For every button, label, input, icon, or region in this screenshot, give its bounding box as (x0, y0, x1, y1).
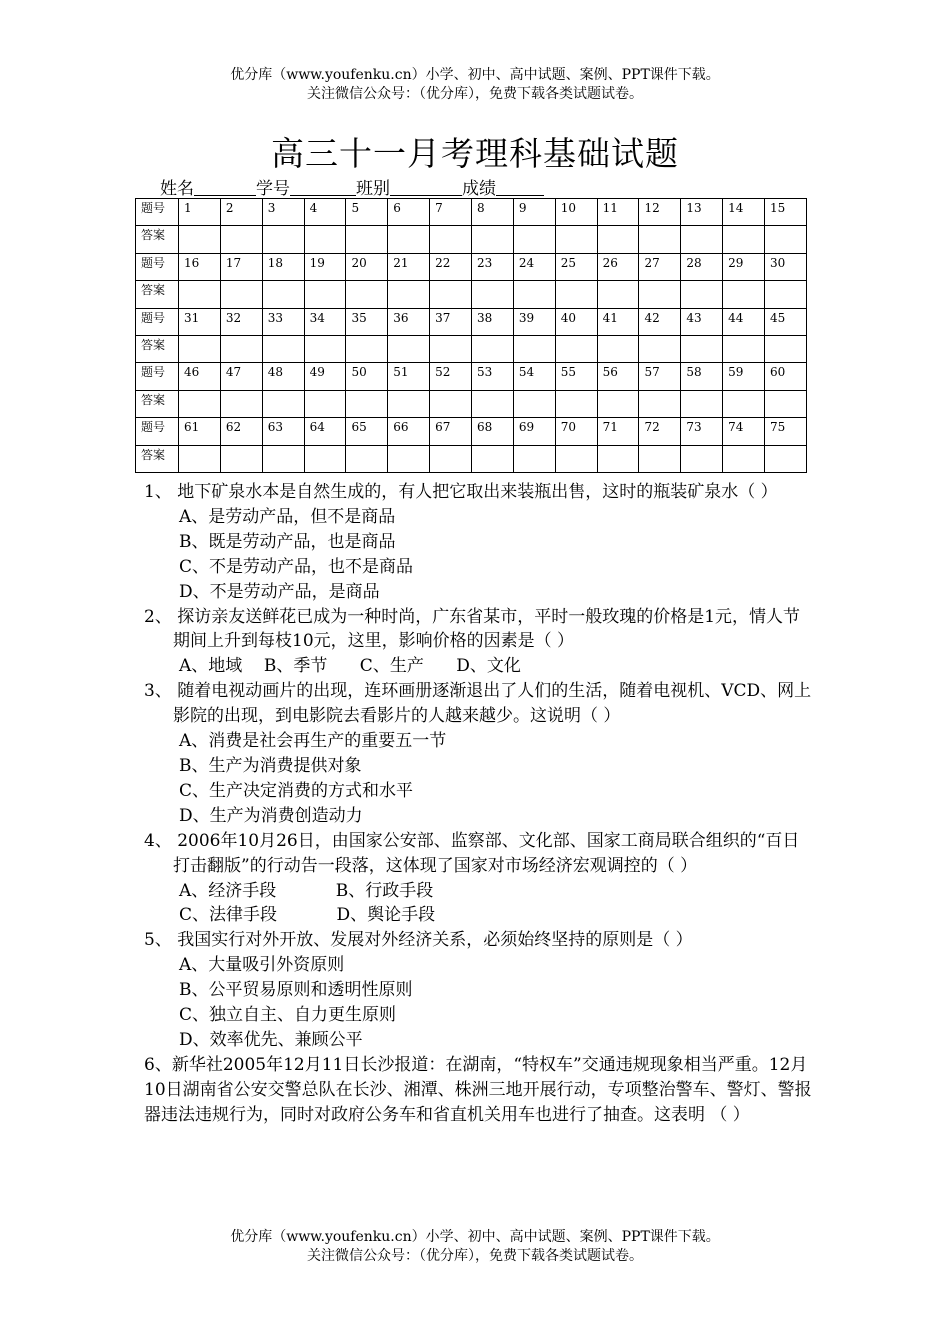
question-number-cell: 59 (723, 363, 765, 390)
question-number-cell: 57 (639, 363, 681, 390)
question-number-cell: 1 (179, 199, 221, 226)
answer-cell[interactable] (430, 281, 472, 308)
question-number-cell: 47 (220, 363, 262, 390)
number-row (136, 253, 807, 280)
answer-cell[interactable] (597, 445, 639, 472)
answer-cell[interactable] (472, 281, 514, 308)
answer-cell[interactable] (723, 226, 765, 253)
question-number-cell: 75 (765, 418, 807, 445)
answer-cell[interactable] (555, 226, 597, 253)
answer-cell[interactable] (220, 226, 262, 253)
answer-cell[interactable] (723, 390, 765, 417)
question-number-cell: 39 (513, 308, 555, 335)
page-title: 高三十一月考理科基础试题 (271, 134, 679, 173)
question-number-cell: 24 (513, 253, 555, 280)
answer-cell[interactable] (430, 445, 472, 472)
answer-cell[interactable] (220, 335, 262, 362)
header-line-1: 优分库（www.youfenku.cn）小学、初中、高中试题、案例、PPT课件下载。 (230, 67, 720, 83)
answer-cell[interactable] (430, 335, 472, 362)
question-3 (144, 679, 814, 828)
questions (144, 480, 814, 1128)
answer-cell[interactable] (346, 390, 388, 417)
answer-cell[interactable] (179, 226, 221, 253)
question-number-cell: 15 (765, 199, 807, 226)
answer-cell[interactable] (262, 335, 304, 362)
answer-cell[interactable] (472, 335, 514, 362)
question-number-cell: 71 (597, 418, 639, 445)
class-blank[interactable] (390, 178, 462, 196)
question-stem: 5、 我国实行对外开放、发展对外经济关系，必须始终坚持的原则是（ ） (144, 930, 693, 951)
question-number-cell: 8 (472, 199, 514, 226)
number-row-label: 题号 (136, 199, 179, 226)
question-number-cell: 3 (262, 199, 304, 226)
question-stem: 1、 地下矿泉水本是自然生成的，有人把它取出来装瓶出售，这时的瓶装矿泉水（ ） (144, 482, 778, 502)
question-number-cell: 30 (765, 253, 807, 280)
answer-cell[interactable] (472, 226, 514, 253)
answer-cell[interactable] (388, 445, 430, 472)
question-number-cell: 65 (346, 418, 388, 445)
answer-cell[interactable] (220, 281, 262, 308)
answer-cell[interactable] (597, 226, 639, 253)
question-number-cell: 72 (639, 418, 681, 445)
question-number-cell: 25 (555, 253, 597, 280)
question-number-cell: 32 (220, 308, 262, 335)
question-1 (144, 480, 814, 605)
answer-cell[interactable] (388, 390, 430, 417)
answer-cell[interactable] (262, 281, 304, 308)
name-blank[interactable] (194, 178, 256, 196)
page-header (0, 66, 950, 104)
question-number-cell: 14 (723, 199, 765, 226)
footer-line-1: 优分库（www.youfenku.cn）小学、初中、高中试题、案例、PPT课件下载。 (230, 1229, 720, 1245)
question-number-cell: 46 (179, 363, 221, 390)
question-number-cell: 34 (304, 308, 346, 335)
answer-cell[interactable] (262, 390, 304, 417)
question-number-cell: 61 (179, 418, 221, 445)
answer-cell[interactable] (765, 281, 807, 308)
option: A、消费是社会再生产的重要五一节 (179, 731, 447, 752)
question-number-cell: 31 (179, 308, 221, 335)
question-2 (144, 605, 814, 680)
score-label: 成绩 (462, 179, 496, 199)
answer-cell[interactable] (639, 390, 681, 417)
answer-row (136, 226, 807, 253)
answer-cell[interactable] (262, 445, 304, 472)
question-number-cell: 21 (388, 253, 430, 280)
answer-cell[interactable] (304, 281, 346, 308)
question-number-cell: 48 (262, 363, 304, 390)
option-line: C、法律手段 D、舆论手段 (179, 905, 436, 926)
answer-cell[interactable] (555, 335, 597, 362)
question-number-cell: 22 (430, 253, 472, 280)
number-row (136, 308, 807, 335)
question-number-cell: 16 (179, 253, 221, 280)
answer-row (136, 335, 807, 362)
question-number-cell: 62 (220, 418, 262, 445)
question-number-cell: 49 (304, 363, 346, 390)
answer-cell[interactable] (765, 335, 807, 362)
question-number-cell: 60 (765, 363, 807, 390)
answer-cell[interactable] (346, 335, 388, 362)
question-number-cell: 50 (346, 363, 388, 390)
question-number-cell: 27 (639, 253, 681, 280)
answer-row (136, 390, 807, 417)
answer-cell[interactable] (597, 335, 639, 362)
question-6 (144, 1053, 814, 1128)
option: A、大量吸引外资原则 (179, 955, 345, 976)
number-row-label: 题号 (136, 253, 179, 280)
question-number-cell: 38 (472, 308, 514, 335)
question-number-cell: 54 (513, 363, 555, 390)
question-number-cell: 29 (723, 253, 765, 280)
question-number-cell: 33 (262, 308, 304, 335)
answer-cell[interactable] (597, 390, 639, 417)
question-number-cell: 11 (597, 199, 639, 226)
answer-cell[interactable] (513, 226, 555, 253)
answer-cell[interactable] (513, 445, 555, 472)
answer-cell[interactable] (597, 281, 639, 308)
id-blank[interactable] (290, 178, 356, 196)
question-number-cell: 13 (681, 199, 723, 226)
answer-cell[interactable] (304, 445, 346, 472)
header-line-2: 关注微信公众号：（优分库），免费下载各类试题试卷。 (307, 86, 643, 102)
number-row (136, 199, 807, 226)
answer-cell[interactable] (681, 390, 723, 417)
question-number-cell: 26 (597, 253, 639, 280)
answer-cell[interactable] (388, 281, 430, 308)
answer-row-label: 答案 (136, 390, 179, 417)
question-stem: 2、 探访亲友送鲜花已成为一种时尚，广东省某市，平时一般玫瑰的价格是1元，情人节期间上升到每枝10元，这里，影响价格的因素是（ ） (144, 606, 801, 652)
question-number-cell: 69 (513, 418, 555, 445)
question-number-cell: 74 (723, 418, 765, 445)
answer-cell[interactable] (723, 445, 765, 472)
answer-cell[interactable] (513, 281, 555, 308)
question-5 (144, 928, 814, 1053)
name-label: 姓名 (160, 179, 194, 199)
answer-cell[interactable] (555, 281, 597, 308)
answer-row-label: 答案 (136, 335, 179, 362)
answer-cell[interactable] (765, 226, 807, 253)
page-footer (0, 1228, 950, 1266)
question-4 (144, 829, 814, 929)
question-number-cell: 35 (346, 308, 388, 335)
question-number-cell: 23 (472, 253, 514, 280)
option: B、既是劳动产品，也是商品 (179, 531, 396, 552)
answer-table (135, 198, 807, 473)
answer-cell[interactable] (220, 390, 262, 417)
answer-cell[interactable] (430, 226, 472, 253)
answer-cell[interactable] (304, 335, 346, 362)
answer-row (136, 445, 807, 472)
id-label: 学号 (256, 179, 290, 199)
question-number-cell: 53 (472, 363, 514, 390)
answer-cell[interactable] (681, 281, 723, 308)
answer-cell[interactable] (179, 445, 221, 472)
answer-cell[interactable] (513, 390, 555, 417)
answer-cell[interactable] (765, 390, 807, 417)
question-stem: 6、新华社2005年12月11日长沙报道：在湖南，“特权车”交通违规现象相当严重。12月10日湖南省公安交警总队在长沙、湘潭、株洲三地开展行动，专项整治警车、警灯、警报器违法违规行为，同时对政府公务车和省直机关用车也进行了抽查。这表明 （ ） (144, 1054, 812, 1125)
answer-cell[interactable] (472, 445, 514, 472)
student-info (160, 174, 544, 199)
question-number-cell: 68 (472, 418, 514, 445)
answer-cell[interactable] (723, 335, 765, 362)
question-number-cell: 12 (639, 199, 681, 226)
answer-cell[interactable] (639, 226, 681, 253)
answer-cell[interactable] (472, 390, 514, 417)
question-number-cell: 2 (220, 199, 262, 226)
number-row-label: 题号 (136, 363, 179, 390)
answer-cell[interactable] (220, 445, 262, 472)
question-number-cell: 52 (430, 363, 472, 390)
question-number-cell: 70 (555, 418, 597, 445)
question-number-cell: 63 (262, 418, 304, 445)
question-number-cell: 36 (388, 308, 430, 335)
answer-cell[interactable] (179, 281, 221, 308)
score-blank[interactable] (496, 178, 544, 196)
question-stem: 4、 2006年10月26日，由国家公安部、监察部、文化部、国家工商局联合组织的“百日打击翻版”的行动告一段落，这体现了国家对市场经济宏观调控的（ ） (144, 830, 800, 876)
question-number-cell: 67 (430, 418, 472, 445)
answer-row-label: 答案 (136, 226, 179, 253)
question-number-cell: 58 (681, 363, 723, 390)
question-number-cell: 41 (597, 308, 639, 335)
answer-cell[interactable] (179, 335, 221, 362)
answer-cell[interactable] (555, 390, 597, 417)
answer-row-label: 答案 (136, 281, 179, 308)
question-number-cell: 18 (262, 253, 304, 280)
footer-line-2: 关注微信公众号：（优分库），免费下载各类试题试卷。 (307, 1248, 643, 1264)
option: B、生产为消费提供对象 (179, 755, 362, 776)
question-number-cell: 55 (555, 363, 597, 390)
answer-cell[interactable] (179, 390, 221, 417)
option-line: A、经济手段 B、行政手段 (179, 880, 434, 901)
question-number-cell: 4 (304, 199, 346, 226)
question-number-cell: 6 (388, 199, 430, 226)
option: B、公平贸易原则和透明性原则 (179, 980, 413, 1001)
question-number-cell: 10 (555, 199, 597, 226)
question-number-cell: 44 (723, 308, 765, 335)
answer-cell[interactable] (346, 226, 388, 253)
question-number-cell: 20 (346, 253, 388, 280)
answer-cell[interactable] (639, 445, 681, 472)
question-stem: 3、 随着电视动画片的出现，连环画册逐渐退出了人们的生活，随着电视机、VCD、网上影院的出现，到电影院去看影片的人越来越少。这说明（ ） (144, 681, 812, 727)
answer-cell[interactable] (681, 226, 723, 253)
answer-row-label: 答案 (136, 445, 179, 472)
question-number-cell: 43 (681, 308, 723, 335)
answer-cell[interactable] (388, 226, 430, 253)
class-label: 班别 (356, 179, 390, 199)
answer-cell[interactable] (639, 281, 681, 308)
number-row (136, 363, 807, 390)
option: C、独立自主、自力更生原则 (179, 1005, 397, 1026)
question-number-cell: 17 (220, 253, 262, 280)
answer-cell[interactable] (723, 281, 765, 308)
number-row-label: 题号 (136, 418, 179, 445)
option: D、效率优先、兼顾公平 (179, 1029, 363, 1050)
answer-cell[interactable] (555, 445, 597, 472)
option: C、不是劳动产品，也不是商品 (179, 556, 414, 577)
answer-cell[interactable] (639, 335, 681, 362)
option: D、生产为消费创造动力 (179, 805, 363, 826)
question-number-cell: 42 (639, 308, 681, 335)
question-number-cell: 66 (388, 418, 430, 445)
answer-cell[interactable] (388, 335, 430, 362)
question-number-cell: 7 (430, 199, 472, 226)
option: C、生产决定消费的方式和水平 (179, 780, 414, 801)
question-number-cell: 19 (304, 253, 346, 280)
question-number-cell: 5 (346, 199, 388, 226)
number-row (136, 418, 807, 445)
question-number-cell: 64 (304, 418, 346, 445)
answer-cell[interactable] (262, 226, 304, 253)
question-number-cell: 40 (555, 308, 597, 335)
option: A、是劳动产品，但不是商品 (179, 506, 396, 527)
answer-cell[interactable] (304, 226, 346, 253)
question-number-cell: 56 (597, 363, 639, 390)
answer-cell[interactable] (681, 445, 723, 472)
answer-cell[interactable] (681, 335, 723, 362)
answer-cell[interactable] (346, 281, 388, 308)
number-row-label: 题号 (136, 308, 179, 335)
answer-cell[interactable] (304, 390, 346, 417)
answer-cell[interactable] (765, 445, 807, 472)
question-number-cell: 45 (765, 308, 807, 335)
answer-cell[interactable] (513, 335, 555, 362)
option-line: A、地域 B、季节 C、生产 D、文化 (179, 656, 521, 677)
question-number-cell: 9 (513, 199, 555, 226)
answer-cell[interactable] (430, 390, 472, 417)
question-number-cell: 51 (388, 363, 430, 390)
question-number-cell: 73 (681, 418, 723, 445)
answer-row (136, 281, 807, 308)
question-number-cell: 28 (681, 253, 723, 280)
question-number-cell: 37 (430, 308, 472, 335)
answer-cell[interactable] (346, 445, 388, 472)
option: D、不是劳动产品，是商品 (179, 581, 380, 602)
